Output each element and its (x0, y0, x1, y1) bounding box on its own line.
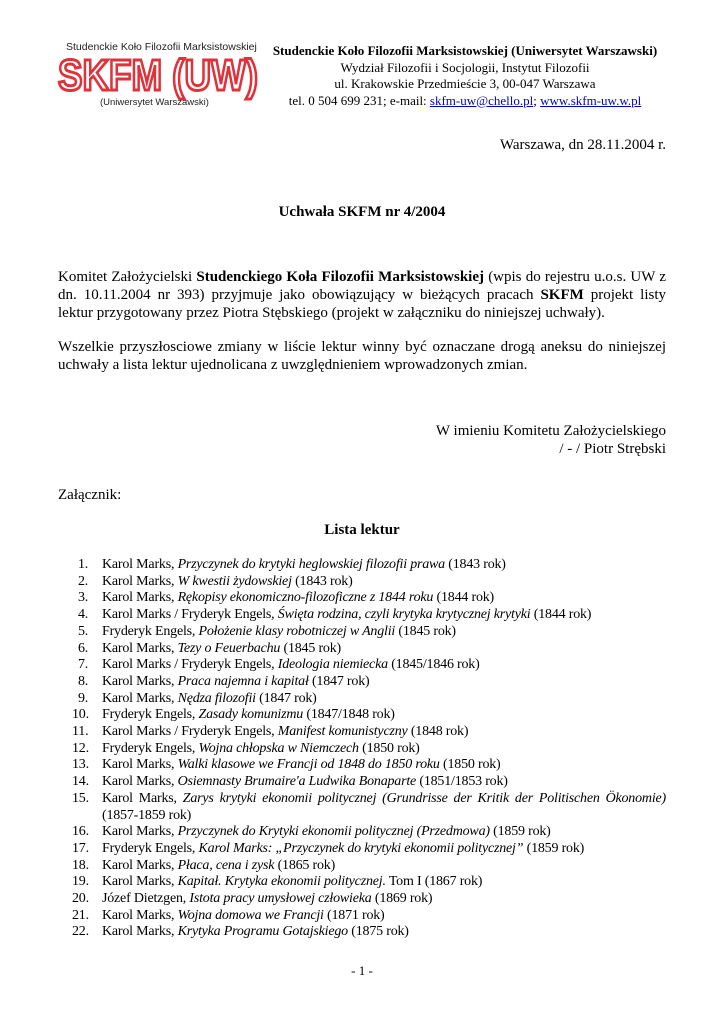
list-item-number: 21. (72, 907, 89, 923)
logo-main-graphic (56, 50, 262, 100)
list-item-year: (1851/1853 rok) (416, 774, 508, 790)
list-item-year: (1845 rok) (280, 640, 341, 656)
reading-list-item (58, 841, 666, 858)
p1-bold-a: Studenckiego Koła Filozofii Marksistowskiej (196, 269, 484, 285)
list-item-author: Fryderyk Engels, (102, 707, 199, 723)
logo-main-text: SKFM (UW) (58, 51, 258, 100)
website-link[interactable]: www.skfm-uw.w.pl (540, 92, 642, 108)
reading-list-item (58, 891, 666, 908)
reading-list-item (58, 824, 666, 841)
list-item-year: (1847 rok) (308, 673, 370, 689)
reading-list-item (58, 858, 666, 875)
list-item-author: Karol Marks, (102, 640, 178, 656)
list-item-title: Praca najemna i kapitał (177, 673, 309, 689)
list-item-author: Karol Marks / Fryderyk Engels, (102, 657, 278, 673)
list-item-author: Karol Marks / Fryderyk Engels, (102, 724, 278, 740)
letterhead (270, 43, 660, 109)
signature-line-1: W imieniu Komitetu Założycielskiego (435, 423, 666, 439)
reading-list-item (58, 557, 666, 574)
list-item-number: 2. (78, 573, 89, 589)
list-item-number: 10. (72, 707, 89, 723)
list-item-year: (1850 rok) (358, 740, 420, 756)
reading-list-item (58, 774, 666, 791)
list-item-title: Płaca, cena i zysk (177, 857, 275, 873)
list-item-year: (1843 rok) (444, 557, 506, 572)
p1-text-c: projekt listy lektur przygotowany przez Piotra Stębskiego (projekt w załączniku do niniejszej uchwały). (58, 287, 666, 321)
reading-list-item (58, 674, 666, 691)
list-item-author: Fryderyk Engels, (102, 623, 199, 639)
email-link[interactable]: skfm-uw@chello.pl (429, 92, 534, 108)
list-item-title: Wojna domowa we Francji (177, 907, 324, 923)
list-item-author: Fryderyk Engels, (102, 840, 199, 856)
list-item-number: 7. (78, 657, 89, 673)
resolution-paragraph-2: Wszelkie przyszłosciowe zmiany w liście lektur winny być oznaczane drogą aneksu do niniejszej uchwały a lista lektur ujednolicana z uwzględnieniem wprowadzonych zmian. (58, 339, 666, 373)
contact-separator: ; (533, 92, 541, 108)
reading-list-item (58, 574, 666, 591)
reading-list-item (58, 657, 666, 674)
reading-list (58, 557, 666, 941)
reading-list-item (58, 757, 666, 774)
list-item-year: (1844 rok) (433, 590, 495, 606)
list-item-author: Józef Dietzgen, (102, 891, 190, 907)
list-item-year: (1843 rok) (291, 573, 353, 589)
list-item-title: Walki klasowe we Francji od 1848 do 1850 roku (177, 757, 440, 773)
list-item-year: (1859 rok) (489, 824, 551, 840)
list-item-number: 4. (78, 607, 89, 623)
reading-list-item (58, 724, 666, 741)
reading-list-item (58, 741, 666, 758)
list-item-number: 17. (72, 840, 89, 856)
resolution-title: Uchwała SKFM nr 4/2004 (278, 204, 446, 220)
list-item-title: Rękopisy ekonomiczno-filozoficzne z 1844 roku (177, 590, 434, 606)
list-item-number: 22. (72, 924, 89, 940)
list-item-title: Ideologia niemiecka (277, 657, 388, 673)
list-item-author: Karol Marks, (102, 857, 178, 873)
list-item-year: (1845 rok) (395, 623, 456, 639)
list-item-year: (1875 rok) (347, 924, 409, 940)
list-item-year: (1847 rok) (255, 690, 317, 706)
p1-text-a: Komitet Założycielski (58, 269, 197, 285)
list-item-author: Karol Marks, (102, 824, 178, 840)
list-item-number: 19. (72, 874, 89, 890)
list-item-author: Karol Marks, (102, 590, 178, 606)
list-item-number: 11. (72, 724, 89, 740)
organization-logo (56, 38, 266, 116)
list-item-year: (1844 rok) (530, 607, 592, 623)
signature-block (436, 422, 666, 458)
list-item-number: 5. (78, 623, 89, 639)
list-item-year: (1845/1846 rok) (387, 657, 480, 673)
reading-list-item (58, 874, 666, 891)
list-item-author: Karol Marks, (102, 557, 178, 572)
logo-top-text: Studenckie Koło Filozofii Marksistowskiej (66, 41, 257, 53)
list-item-number: 20. (72, 891, 89, 907)
p1-bold-b: SKFM (540, 287, 584, 303)
list-item-year: (1848 rok) (407, 724, 469, 740)
page-number: - 1 - (351, 963, 373, 978)
list-item-year: (1871 rok) (323, 907, 385, 923)
p1-text-b: (wpis do rejestru u.o.s. UW z dn. 10.11.2004 nr 393) przyjmuje jako obowiązujący w bieżących pracach (58, 269, 666, 303)
reading-list-item (58, 707, 666, 724)
reading-list-title: Lista lektur (324, 522, 400, 538)
attachment-label: Załącznik: (58, 487, 122, 503)
list-item-author: Karol Marks, (102, 690, 178, 706)
reading-list-item (58, 908, 666, 925)
list-item-number: 14. (72, 774, 89, 790)
list-item-number: 9. (78, 690, 89, 706)
list-item-year: (1847/1848 rok) (303, 707, 395, 723)
list-item-number: 3. (78, 590, 89, 606)
reading-list-item (58, 624, 666, 641)
list-item-number: 13. (72, 757, 89, 773)
list-item-number: 15. (72, 790, 89, 806)
list-item-author: Karol Marks, (102, 573, 178, 589)
letterhead-dept: Wydział Filozofii i Socjologii, Instytut Filozofii (340, 59, 590, 75)
signature-line-2: / - / Piotr Strębski (559, 441, 666, 457)
list-item-author: Karol Marks, (102, 673, 178, 689)
list-item-title: Wojna chłopska w Niemczech (198, 740, 359, 756)
list-item-year: (1850 rok) (439, 757, 501, 773)
reading-list-item (58, 924, 666, 941)
list-item-author: Karol Marks, (102, 874, 178, 890)
list-item-year: (1865 rok) (274, 857, 336, 873)
list-item-title: Nędza filozofii (177, 690, 256, 706)
reading-list-item (58, 590, 666, 607)
list-item-title: Karol Marks: „Przyczynek do krytyki ekonomii politycznej” (198, 840, 524, 856)
list-item-title: Święta rodzina, czyli krytyka krytycznej krytyki (277, 607, 531, 623)
list-item-title: Tezy o Feuerbachu (177, 640, 281, 656)
list-item-title: Przyczynek do Krytyki ekonomii politycznej (Przedmowa) (177, 824, 490, 840)
reading-list-item (58, 791, 666, 824)
reading-list-item (58, 607, 666, 624)
list-item-author: Karol Marks, (102, 774, 178, 790)
list-item-author: Karol Marks / Fryderyk Engels, (102, 607, 278, 623)
letterhead-org: Studenckie Koło Filozofii Marksistowskiej (Uniwersytet Warszawski) (272, 43, 658, 58)
list-item-author: Karol Marks, (102, 907, 178, 923)
list-item-title: Zarys krytyki ekonomii politycznej (Grundrisse der Kritik der Politischen Ökonomie) (182, 790, 666, 806)
list-item-title: Zasady komunizmu (198, 707, 304, 723)
list-item-title: Krytyka Programu Gotajskiego (177, 924, 348, 940)
reading-list-item (58, 691, 666, 708)
list-item-title: Położenie klasy robotniczej w Anglii (198, 623, 396, 639)
list-item-number: 18. (72, 857, 89, 873)
list-item-number: 12. (72, 740, 89, 756)
list-item-author: Karol Marks, (102, 757, 178, 773)
reading-list-item (58, 641, 666, 658)
list-item-year: (1869 rok) (371, 891, 433, 907)
list-item-title: Osiemnasty Brumaire'a Ludwika Bonaparte (177, 774, 417, 790)
letterhead-address: ul. Krakowskie Przedmieście 3, 00-047 Warszawa (334, 76, 596, 91)
list-item-title: Manifest komunistyczny (277, 724, 408, 740)
list-item-number: 1. (78, 557, 89, 572)
list-item-author: Fryderyk Engels, (102, 740, 199, 756)
list-item-author: Karol Marks, (102, 924, 178, 940)
contact-prefix: tel. 0 504 699 231; e-mail: (288, 92, 430, 108)
list-item-title: Przyczynek do krytyki heglowskiej filozofii prawa (177, 557, 445, 572)
logo-bottom-text: (Uniwersytet Warszawski) (100, 97, 209, 108)
list-item-year: Tom I (1867 rok) (385, 874, 483, 890)
list-item-year: (1857-1859 rok) (102, 807, 192, 823)
list-item-number: 8. (78, 673, 89, 689)
letterhead-contact (270, 93, 660, 110)
list-item-title: Kapitał. Krytyka ekonomii politycznej. (177, 874, 386, 890)
list-item-title: Istota pracy umysłowej człowieka (189, 891, 372, 907)
list-item-number: 6. (78, 640, 89, 656)
resolution-paragraph-1 (58, 268, 666, 322)
list-item-number: 16. (72, 824, 89, 840)
list-item-year: (1859 rok) (523, 840, 585, 856)
document-date: Warszawa, dn 28.11.2004 r. (499, 137, 666, 153)
list-item-title: W kwestii żydowskiej (177, 573, 292, 589)
list-item-author: Karol Marks, (102, 790, 183, 806)
